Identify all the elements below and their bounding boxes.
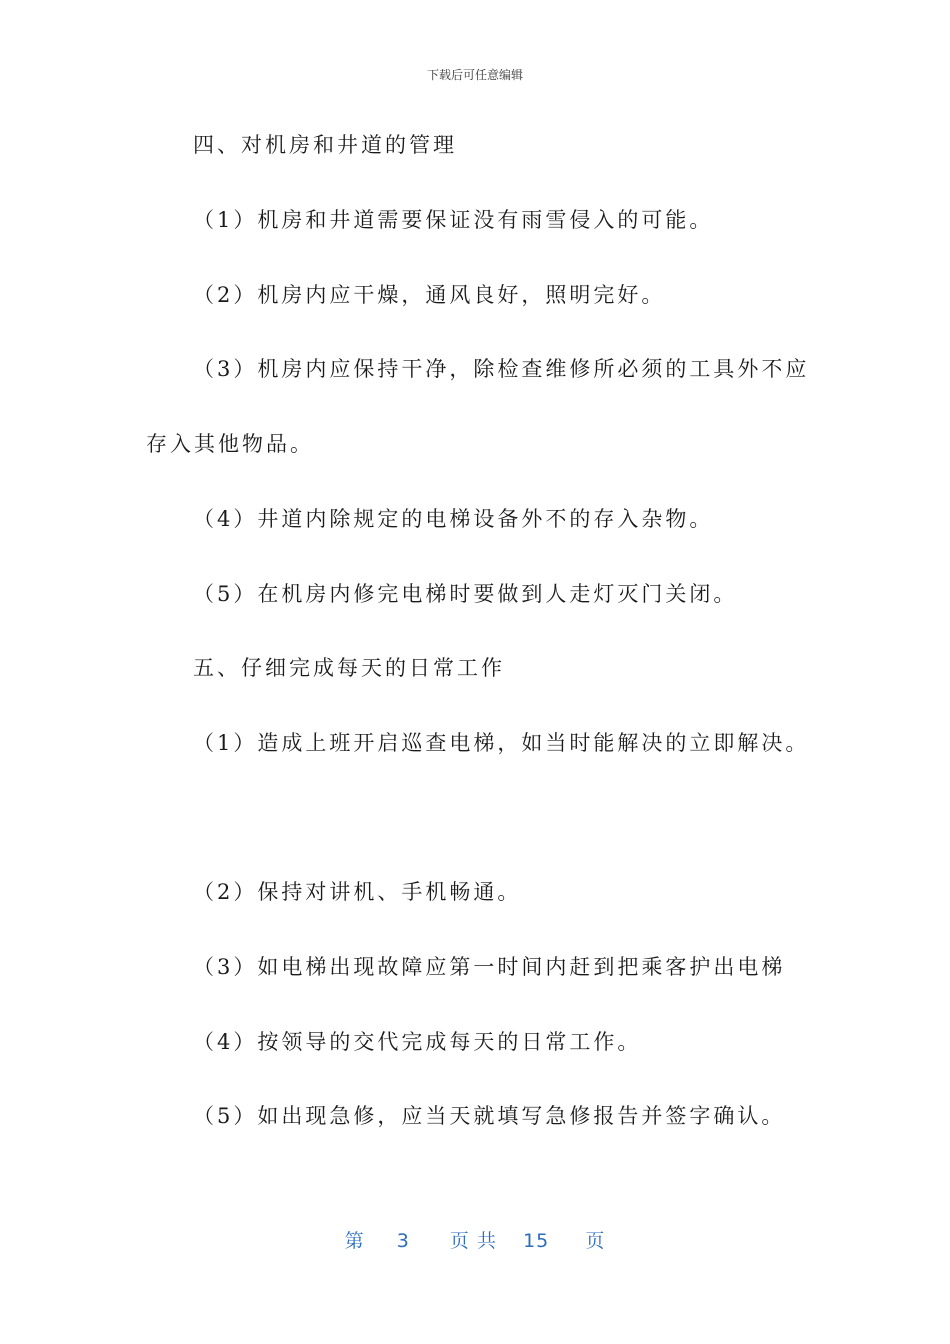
- paragraph-line: （5）如出现急修，应当天就填写急修报告并签字确认。: [193, 1104, 786, 1128]
- paragraph-line: （4）按领导的交代完成每天的日常工作。: [193, 1030, 642, 1054]
- paragraph-line: （3）如电梯出现故障应第一时间内赶到把乘客护出电梯: [193, 955, 786, 979]
- section-heading-5: 五、仔细完成每天的日常工作: [193, 656, 505, 680]
- current-page-number: 3: [396, 1230, 410, 1252]
- footer-suffix: 页: [585, 1230, 606, 1252]
- paragraph-line: 存入其他物品。: [146, 432, 314, 456]
- footer-prefix: 第: [344, 1230, 365, 1252]
- section-heading-4: 四、对机房和井道的管理: [193, 133, 457, 157]
- total-pages-number: 15: [523, 1230, 550, 1252]
- page-footer: [0, 1226, 950, 1253]
- page-header: 下载后可任意编辑: [426, 68, 523, 82]
- footer-middle: 页 共: [449, 1230, 497, 1252]
- paragraph-line: （1）机房和井道需要保证没有雨雪侵入的可能。: [193, 208, 714, 232]
- paragraph-line: （5）在机房内修完电梯时要做到人走灯灭门关闭。: [193, 582, 738, 606]
- paragraph-line: （4）井道内除规定的电梯设备外不的存入杂物。: [193, 507, 714, 531]
- paragraph-line: （2）机房内应干燥，通风良好，照明完好。: [193, 283, 666, 307]
- paragraph-line: （2）保持对讲机、手机畅通。: [193, 880, 522, 904]
- paragraph-line: （3）机房内应保持干净，除检查维修所必须的工具外不应: [193, 357, 810, 381]
- paragraph-line: （1）造成上班开启巡查电梯，如当时能解决的立即解决。: [193, 731, 810, 755]
